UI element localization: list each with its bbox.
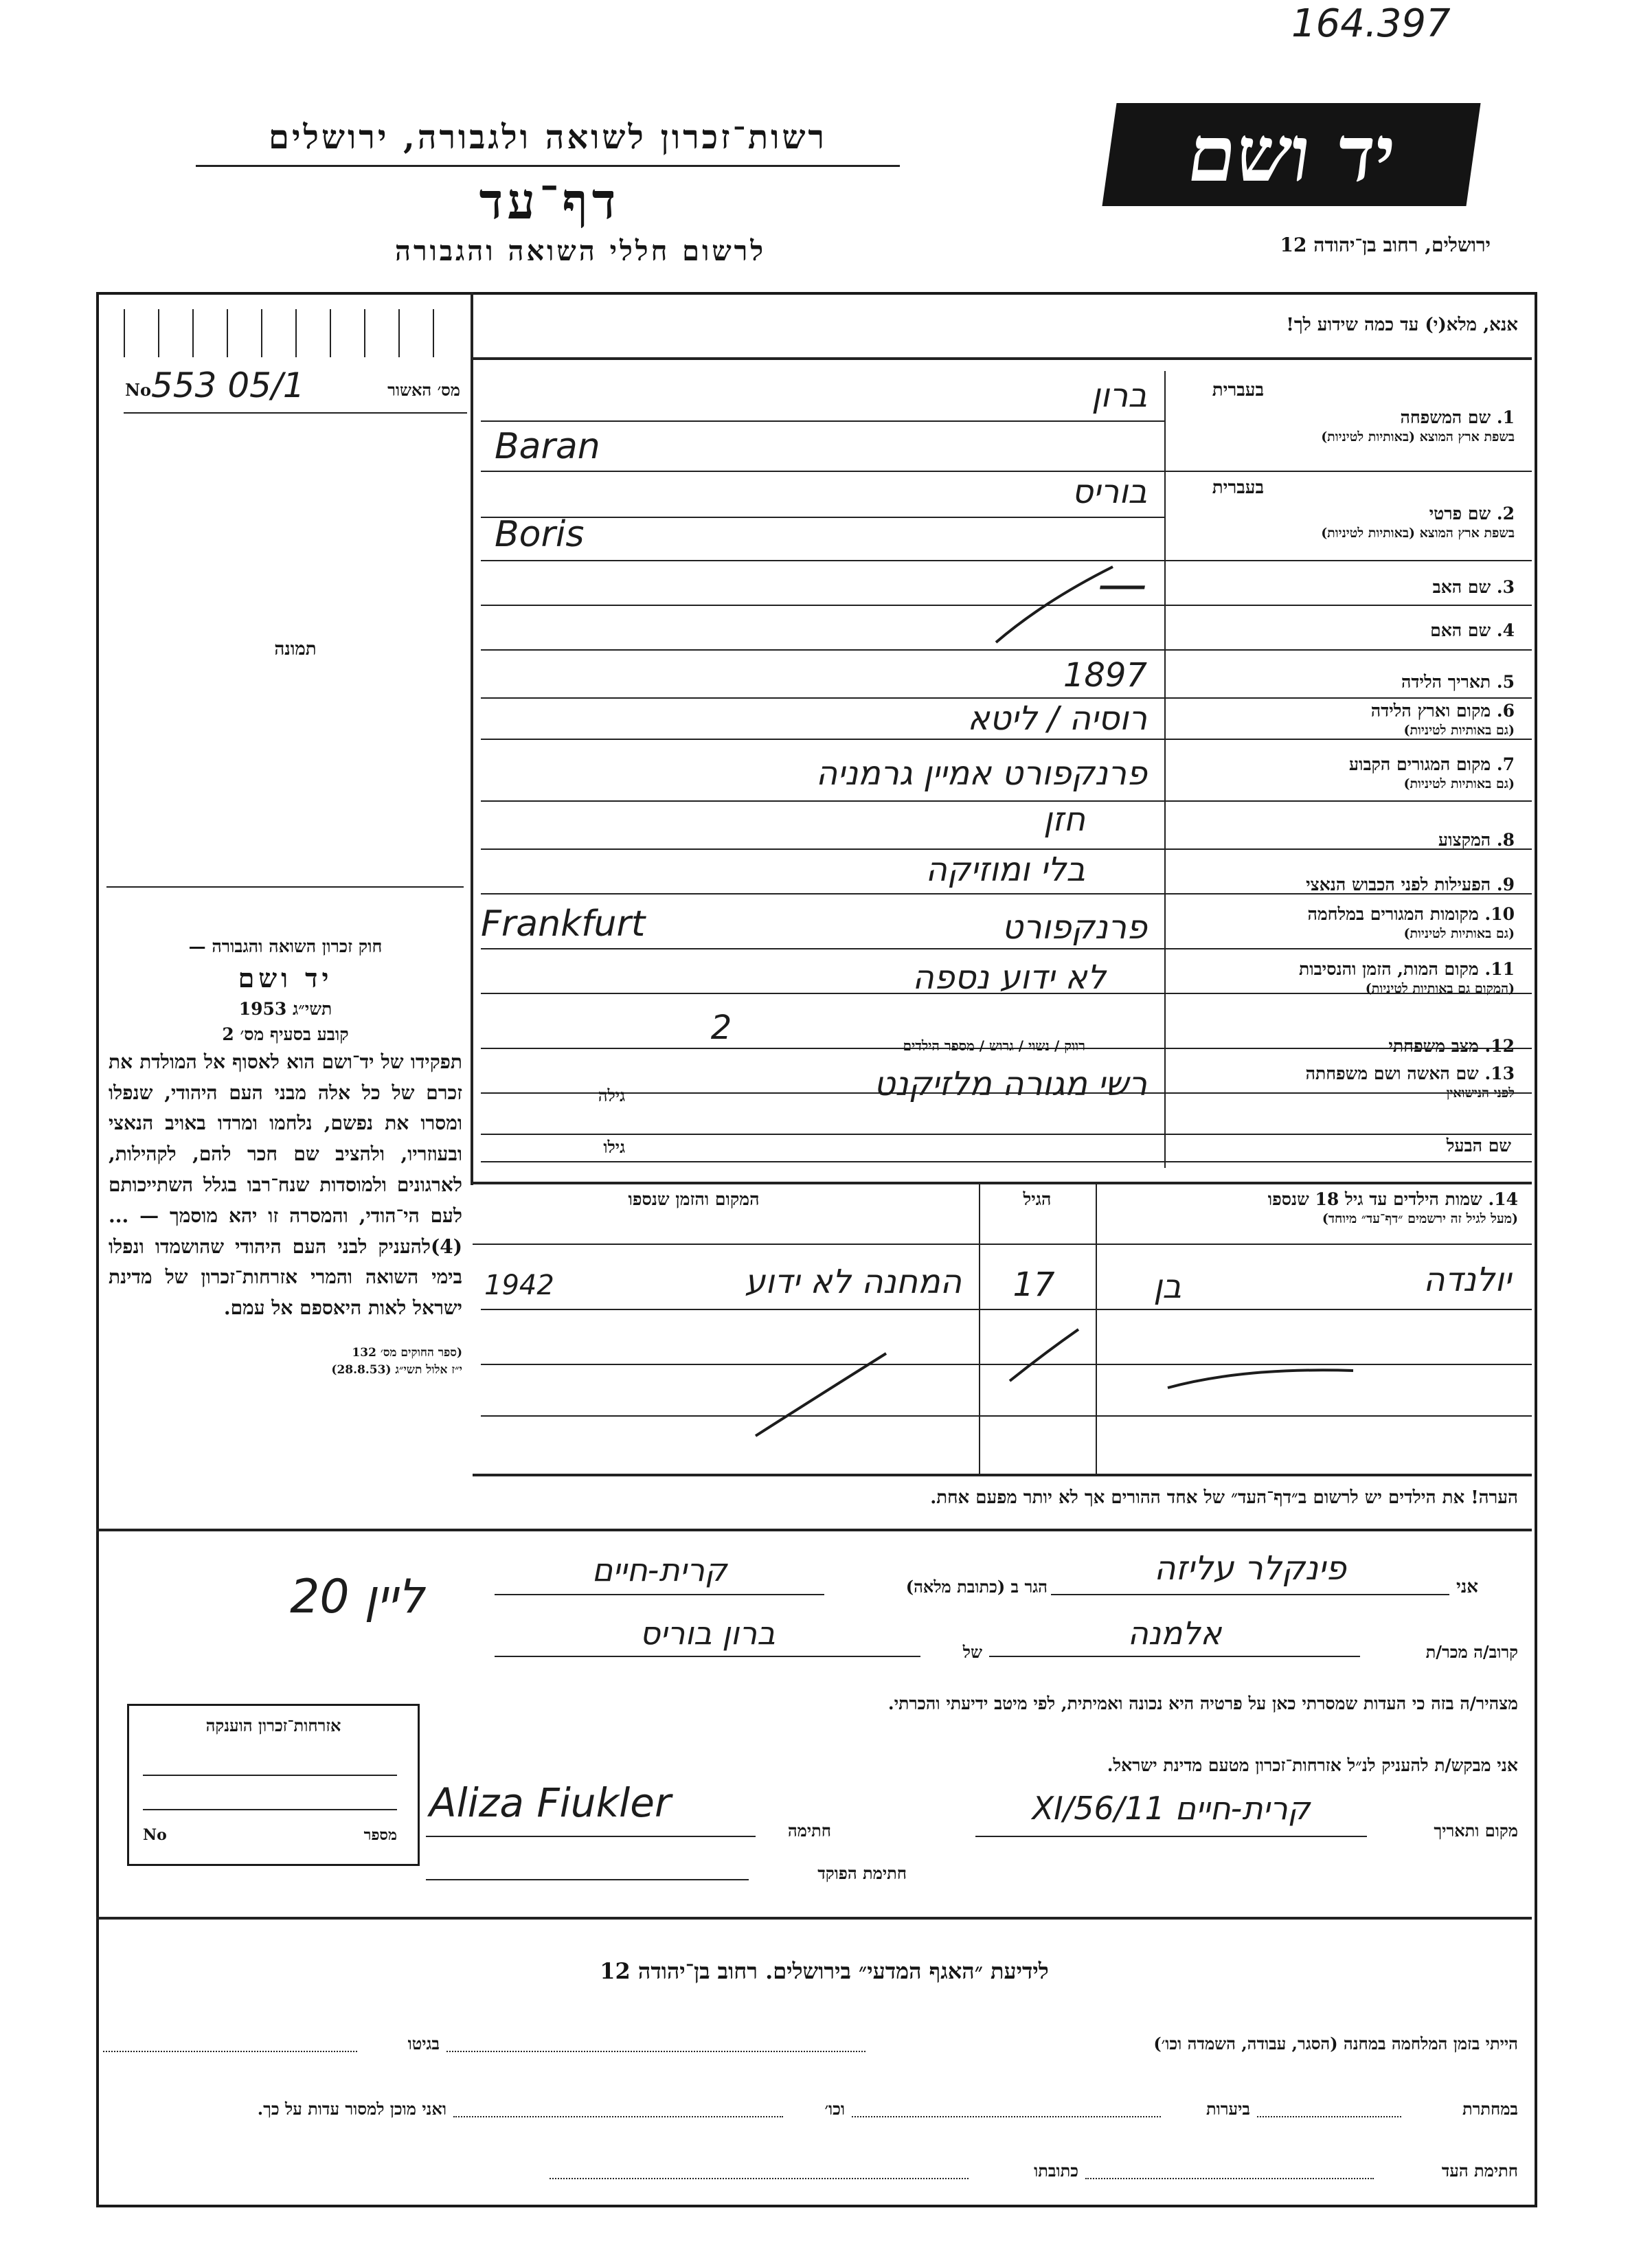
signature: Aliza Fiukler [429,1779,671,1826]
field-11-sub: (המקום גם באותיות לטיניות) [1365,981,1515,997]
field-3-number: 3. [1496,577,1515,597]
field-2-latin: Boris [495,514,585,555]
children-bottom-line [473,1474,1532,1476]
declarant-address: קרית-חיים [591,1551,727,1588]
of-label: של [962,1642,982,1662]
instruction: אנא, מלא(י) עד כמה שידוע לך! [1286,315,1518,335]
approval-label: מס׳ האשור [387,380,460,400]
relation-value: אלמנה [1127,1615,1222,1652]
declarant-name: פינקלר עליזה [1154,1549,1346,1588]
cancel-stroke-father [996,567,1113,642]
no-mark: No [125,380,151,400]
form-title: דף־עד [479,172,620,230]
child-relation: בן [1153,1268,1181,1306]
law-year-number: 1953 [238,999,287,1020]
law-name: יד ושם [238,963,333,994]
field-1-number: 1. [1496,407,1515,427]
footer-line2-c: וכו׳ [824,2099,845,2119]
law-year [109,997,462,1022]
of-name: ברון בוריס [640,1615,776,1652]
field-6-sub: (גם באותיות לטיניות) [1403,723,1515,739]
yad-vashem-logo [1102,103,1480,206]
footer-line2-fill2 [852,2116,1161,2117]
field-11-number: 11. [1484,959,1515,979]
field-7-value: פרנקפורט אמיין גרמניה [815,754,1147,793]
field-10-title: מקומות המגורים במלחמה [1307,904,1479,924]
place-header: המקום והזמן שנספו [628,1189,760,1209]
approval-line [124,412,467,414]
note-line: הערה! את הילדים יש לרשום ב״דף־העד״ של אחד ההורים אך לא יותר מפעם אחת. [930,1487,1518,1508]
row-line [481,1134,1532,1135]
declarant-address-line [495,1594,824,1595]
cancel-strokes-fields [687,560,1168,656]
field-10-number: 10. [1484,904,1515,924]
field-1-latin: Baran [495,426,600,467]
ani-label: אני [1456,1577,1478,1597]
child-year: 1942 [484,1270,554,1301]
field-8-number: 8. [1496,830,1515,850]
field-9-value: בלי ומוזיקה [925,851,1085,889]
cancel-strokes [474,1305,1532,1470]
official-line [426,1879,749,1880]
law-block [109,934,462,1378]
footer-line1-a: הייתי בזמן המלחמה במחנה (הסגר, עבודה, השמדה וכו׳) [1153,2034,1518,2054]
row-line [481,948,1532,949]
field-2-label [1178,505,1515,541]
children-number: 14. [1488,1189,1518,1209]
row-line [481,739,1532,740]
field-12-options: רווק / נשוי / גרוש / מספר הילדים [903,1037,1085,1054]
field-10-label [1178,905,1515,942]
field-3-label [1178,578,1515,596]
field-2-sub: בשפת ארץ המוצא (באותיות לטיניות) [1321,526,1515,541]
age-header: הגיל [1023,1189,1052,1209]
institution-underline [196,165,900,167]
field-13-sub: לפני הנישואין [1446,1085,1515,1101]
field-7-title: מקום המגורים הקבוע [1348,754,1491,774]
field-3-value: — [1098,555,1147,613]
footer-line2-b: ביערות [1206,2099,1250,2119]
field-7-label [1178,756,1515,792]
row-line [481,1161,1532,1162]
approval-ticks [124,309,467,357]
place-date-value: קרית-חיים 11/XI/56 [1032,1790,1311,1827]
footer-title: לידיעת ״האגף המדעי״ בירושלים. רחוב בן־יהודה 12 [600,1958,1049,1984]
footer-line3-b: כתובתו [1034,2161,1078,2181]
declaration-text: מצהיר/ה בזה כי העדות שמסרתי כאן על פרטיה היא נכונה ואמיתית, לפי מיטב ידיעתי והכרתי. [887,1694,1518,1713]
note-bottom-line [96,1529,1532,1531]
footer-line1-fill2 [103,2051,357,2052]
field-9-title: הפעילות לפני הכבוש הנאצי [1306,875,1491,895]
field-2-hebrew: בוריס [1072,473,1147,511]
law-title: חוק זכרון השואה והגבורה — [188,936,383,956]
field-13-title: שם האשה ושם משפחתה [1305,1064,1479,1083]
relation-line [989,1656,1360,1657]
photo-label: תמונה [274,639,317,660]
field-9-number: 9. [1496,875,1515,895]
law-source-2: י״ז אלול תשי״ג (28.8.53) [331,1362,462,1377]
field-4-title: שם האם [1430,620,1491,640]
wife-age-label: גילה [598,1085,625,1105]
field-5-number: 5. [1496,672,1515,692]
footer-line3-a: חתימת העד [1441,2161,1518,2181]
field-6-number: 6. [1496,701,1515,721]
declarant-address-extra: ליין 20 [290,1570,425,1624]
field-3-title: שם האב [1432,577,1491,597]
row-line [481,420,1164,422]
row-line [481,697,1532,699]
citizenship-no: No [143,1826,167,1844]
field-13-value: רשי מגורה מלזיקנט [874,1065,1147,1103]
logo-text: יד ושם [1181,109,1401,199]
form-subtitle: לרשום חללי השואה והגבורה [394,235,767,267]
footer-line2-d: ואני מוכן למסור עדות על כך. [257,2099,446,2119]
field-2-title: שם פרטי [1429,504,1491,524]
col-hebrew-2: בעברית [1212,477,1264,498]
law-clause: קובע בסעיף מס׳ 2 [222,1024,349,1044]
footer-line2-fill3 [453,2116,783,2117]
child-age: 17 [1012,1266,1055,1304]
child-place: המחנה לא ידוע [745,1263,962,1301]
field-12-label [1178,1037,1515,1055]
field-1-hebrew: ברון [1091,376,1147,415]
footer-line1-fill [446,2051,865,2052]
law-year-hebrew: תשי״ג [293,999,332,1020]
cancel-stroke-age [1010,1329,1078,1381]
field-8-value: חזן [1043,800,1085,839]
address-header: ירושלים, רחוב בן־יהודה 12 [1280,234,1491,256]
citizenship-line [143,1809,397,1810]
approval-number: 553 05/1 [151,365,305,405]
address-label: הגר ב (כתובת מלאה) [905,1577,1048,1597]
field-1-title: שם המשפחה [1400,407,1491,427]
footer-top-line [96,1917,1532,1920]
footer-line3-fill [1085,2178,1374,2179]
field-11-title: מקום המות, הזמן והנסיבות [1298,959,1479,979]
children-header-line [473,1244,1532,1245]
institution-name: רשות־זכרון לשואה ולגבורה, ירושלים [268,118,828,157]
children-title-text: שמות הילדים עד גיל 18 שנספו [1267,1189,1482,1209]
declarant-name-line [1051,1594,1449,1595]
official-label: חתימת הפוקד [817,1863,907,1883]
law-source-1: (ספר החוקים מס׳ 132 [352,1346,462,1360]
field-13-number: 13. [1484,1064,1515,1083]
citizenship-number-label: מספר [363,1826,397,1844]
row-line [481,471,1532,472]
field-8-label [1178,831,1515,849]
archive-number: 164.397 [1291,1,1451,46]
field-8-title: המקצוע [1438,830,1491,850]
cancel-stroke-place [756,1353,886,1436]
footer-line1-b: בגיטו [407,2034,440,2054]
request-text: אני מבקש/ת להעניק לנ״ל אזרחות־זכרון מטעם מדינת ישראל. [1107,1755,1518,1775]
field-10-hebrew: פרנקפורט [1002,908,1147,947]
field-1-sub: בשפת ארץ המוצא (באותיות לטיניות) [1321,429,1515,445]
citizenship-box [127,1704,420,1866]
field-4-label [1178,622,1515,640]
signature-label: חתימה [787,1821,831,1841]
cancel-stroke-name [1168,1370,1353,1388]
field-9-label [1178,876,1515,894]
of-line [495,1656,920,1657]
field-5-title: תאריך הלידה [1401,672,1491,692]
relation-label: קרוב/ה מכר/ת [1425,1642,1518,1662]
left-panel-divider [471,292,473,1185]
children-top-line [473,1182,1532,1184]
law-text: תפקידו של יד־ושם הוא לאסוף אל המולדת את זכרם של כל אלה מבני העם היהודי, שנפלו ומסרו את נפשם, נלחמו ומרדו באויב הנאצי ובעוזריו, ולהציב שם חכר להם, לקהילות, לארגונים ולמוסדות שנח־רבו בגלל השתייכותם לעם הי־הודי, והמסרה זו יהא מוסמך — ...(4)להעניק לבני העם היהודי שהושמדו ונפלו בימי השואה והמרי אזרחות־זכרון של מדינת ישראל לאות היאספם אל עמם. [109,1050,462,1320]
place-date-label: מקום ותאריך [1434,1821,1518,1841]
field-10-latin: Frankfurt [481,903,646,945]
citizenship-title: אזרחות־זכרון הוענקה [205,1716,341,1735]
signature-line [426,1836,756,1837]
place-date-line [975,1836,1367,1837]
field-7-number: 7. [1496,754,1515,774]
field-5-value: 1897 [1063,656,1147,695]
children-title [1106,1191,1518,1227]
field-5-label [1178,673,1515,691]
law-top-line [106,886,464,888]
husband-age-label: גילו [603,1137,625,1157]
field-2-number: 2. [1496,504,1515,524]
footer-line2-a: במחתרת [1462,2099,1518,2119]
footer-line3-fill2 [550,2178,969,2179]
children-note: (מעל לגיל זה ירשמים ״דף־עד״ מיוחד) [1322,1211,1518,1227]
field-7-sub: (גם באותיות לטיניות) [1403,776,1515,792]
field-13-label [1178,1065,1515,1101]
field-12-title: מצב משפחתי [1388,1036,1479,1056]
husband-label: שם הבעל [1446,1136,1511,1156]
field-12-number: 12. [1484,1036,1515,1056]
field-4-number: 4. [1496,620,1515,640]
field-6-label [1178,702,1515,739]
field-11-value: לא ידוע נספה [912,958,1106,997]
field-10-sub: (גם באותיות לטיניות) [1403,926,1515,942]
footer-line2-fill [1257,2116,1401,2117]
child-name: יולנדה [1423,1261,1511,1299]
col-hebrew-1: בעברית [1212,380,1264,401]
field-6-value: רוסיה / ליטא [967,699,1147,738]
field-1-label [1178,409,1515,445]
instruction-line [473,357,1532,360]
field-11-label [1178,960,1515,997]
citizenship-line [143,1775,397,1776]
field-6-title: מקום וארץ הלידה [1370,701,1491,721]
field-12-value: 2 [710,1009,732,1047]
